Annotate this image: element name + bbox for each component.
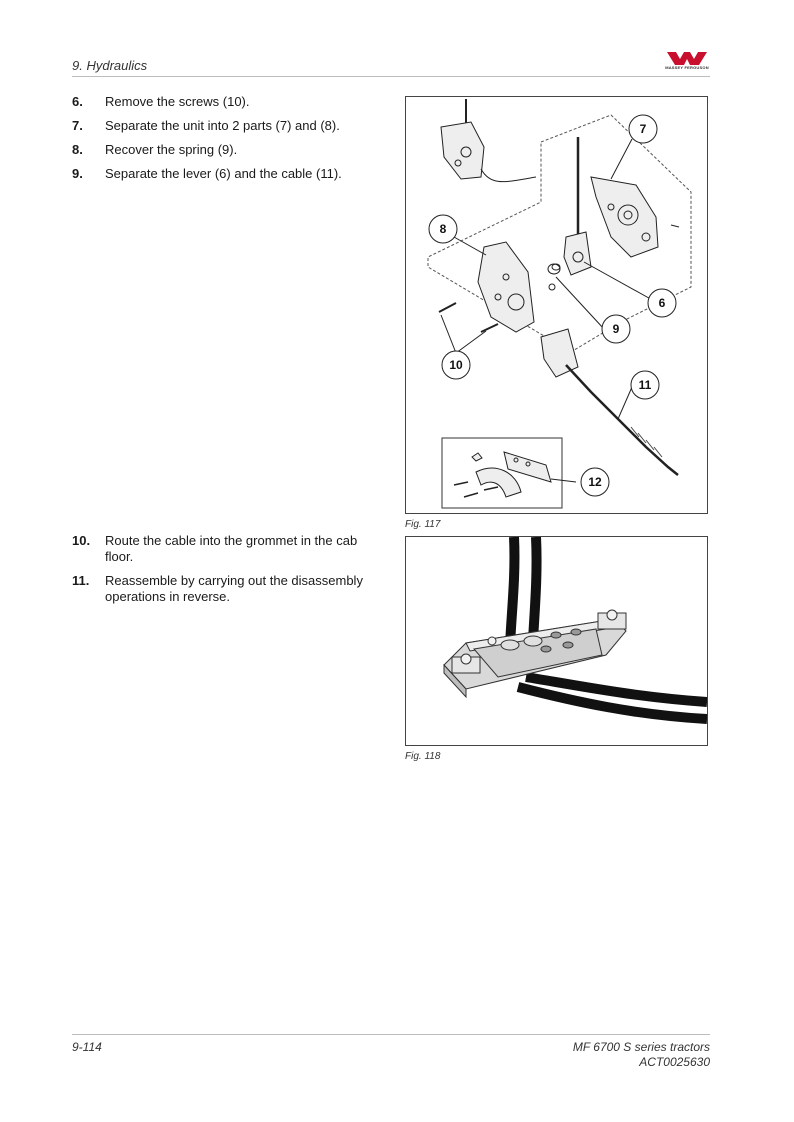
callout-12: 12 <box>588 475 602 489</box>
step-item: 9. Separate the lever (6) and the cable (11). <box>72 166 342 181</box>
massey-ferguson-logo: MASSEY FERGUSON <box>663 50 711 72</box>
callout-9: 9 <box>612 322 620 336</box>
figure-118-grommet-view <box>405 536 708 746</box>
step-item: 11. Reassemble by carrying out the disassembly operations in reverse. <box>72 573 363 604</box>
callout-7: 7 <box>639 122 647 136</box>
callout-8: 8 <box>439 222 447 236</box>
footer-info <box>573 1040 710 1070</box>
step-item: 8. Recover the spring (9). <box>72 142 238 157</box>
steps-list-a <box>72 94 382 190</box>
footer-divider <box>72 1034 710 1035</box>
manual-title: MF 6700 S series tractors <box>572 1040 710 1054</box>
page-number: 9-114 <box>72 1040 102 1054</box>
step-item: 6. Remove the screws (10). <box>72 94 250 109</box>
figure-117-exploded-view <box>405 96 708 514</box>
section-title: 9. Hydraulics <box>72 58 148 73</box>
callout-6: 6 <box>658 296 666 310</box>
figure-117-caption: Fig. 117 <box>405 519 441 530</box>
figure-118-caption: Fig. 118 <box>405 751 441 762</box>
steps-list-b <box>72 533 382 613</box>
step-item: 10. Route the cable into the grommet in the cab floor. <box>72 533 358 564</box>
header-divider <box>72 76 710 77</box>
document-code: ACT0025630 <box>639 1055 710 1069</box>
callout-11: 11 <box>638 378 652 392</box>
step-item: 7. Separate the unit into 2 parts (7) and (8). <box>72 118 340 133</box>
callout-10: 10 <box>449 358 463 372</box>
